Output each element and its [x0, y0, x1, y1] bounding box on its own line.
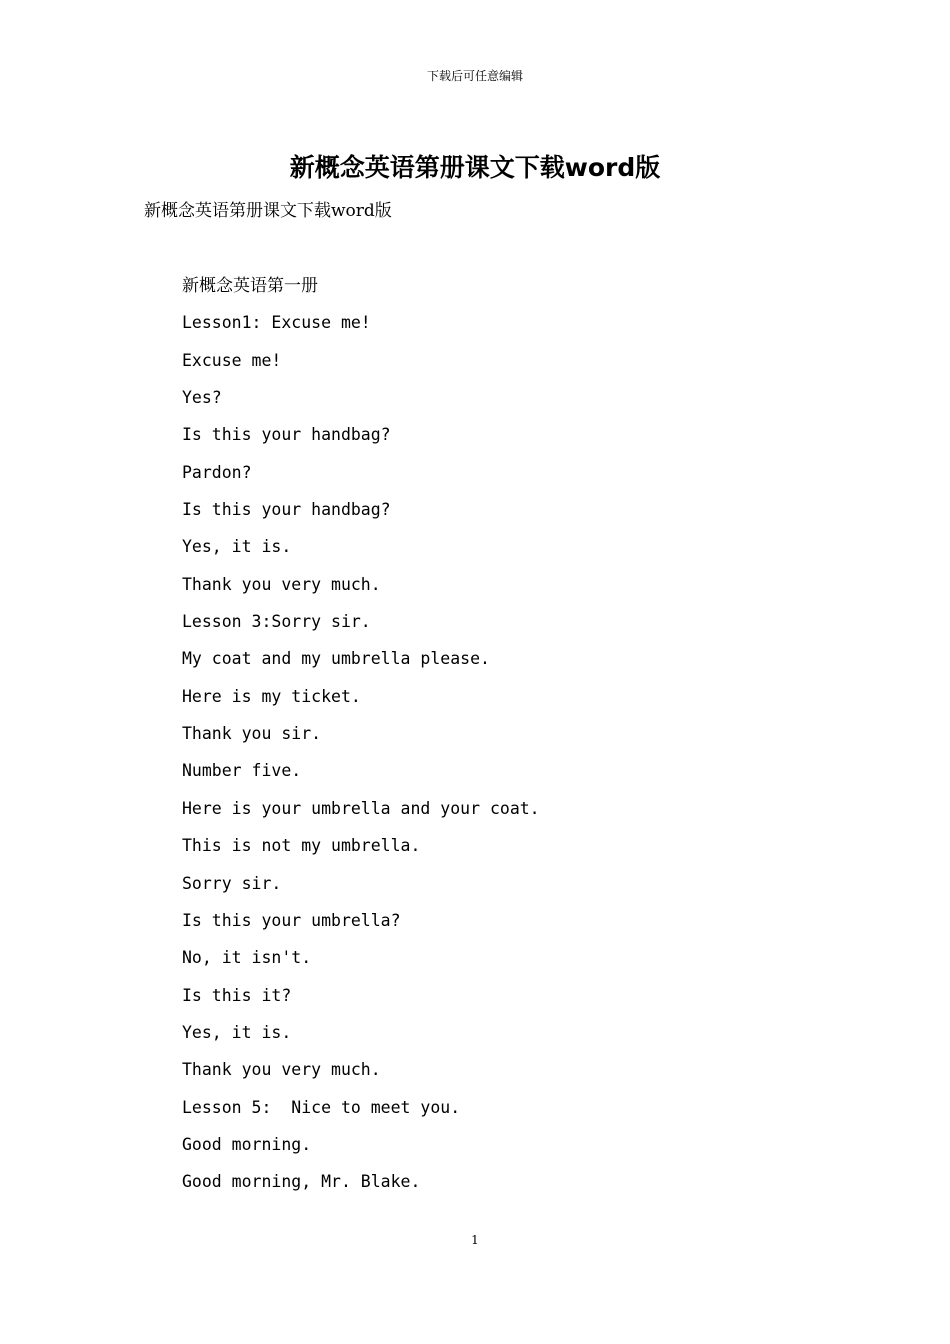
- text-line: Lesson1: Excuse me!: [182, 313, 371, 333]
- text-line: Excuse me!: [182, 350, 282, 370]
- text-line: No, it isn't.: [182, 948, 312, 968]
- document-subtitle: 新概念英语第册课文下载word版: [144, 201, 392, 221]
- text-line: Good morning.: [182, 1134, 312, 1154]
- text-line: Thank you sir.: [182, 724, 322, 744]
- document-title: 新概念英语第册课文下载word版: [289, 153, 661, 182]
- text-line: This is not my umbrella.: [182, 836, 421, 856]
- text-line: Number five.: [182, 761, 302, 781]
- text-line: Here is your umbrella and your coat.: [182, 798, 540, 818]
- text-line: Is this your umbrella?: [182, 910, 401, 930]
- text-line: Lesson 3:Sorry sir.: [182, 612, 371, 632]
- text-line: Pardon?: [182, 462, 252, 482]
- text-line: Is this your handbag?: [182, 425, 391, 445]
- text-line: My coat and my umbrella please.: [182, 649, 490, 669]
- text-line: Here is my ticket.: [182, 686, 361, 706]
- page-number: 1: [471, 1233, 479, 1247]
- text-line: Sorry sir.: [182, 873, 282, 893]
- text-line: Is this your handbag?: [182, 500, 391, 520]
- text-line: Yes?: [182, 388, 222, 408]
- text-line: 新概念英语第一册: [182, 276, 318, 296]
- text-line: Thank you very much.: [182, 574, 381, 594]
- text-line: Yes, it is.: [182, 537, 292, 557]
- text-line: Yes, it is.: [182, 1022, 292, 1042]
- text-line: Lesson 5: Nice to meet you.: [182, 1097, 461, 1117]
- text-line: Good morning, Mr. Blake.: [182, 1172, 421, 1192]
- text-line: Is this it?: [182, 985, 292, 1005]
- text-line: Thank you very much.: [182, 1060, 381, 1080]
- lesson-text: [182, 274, 540, 1208]
- header-note: 下载后可任意编辑: [426, 69, 523, 83]
